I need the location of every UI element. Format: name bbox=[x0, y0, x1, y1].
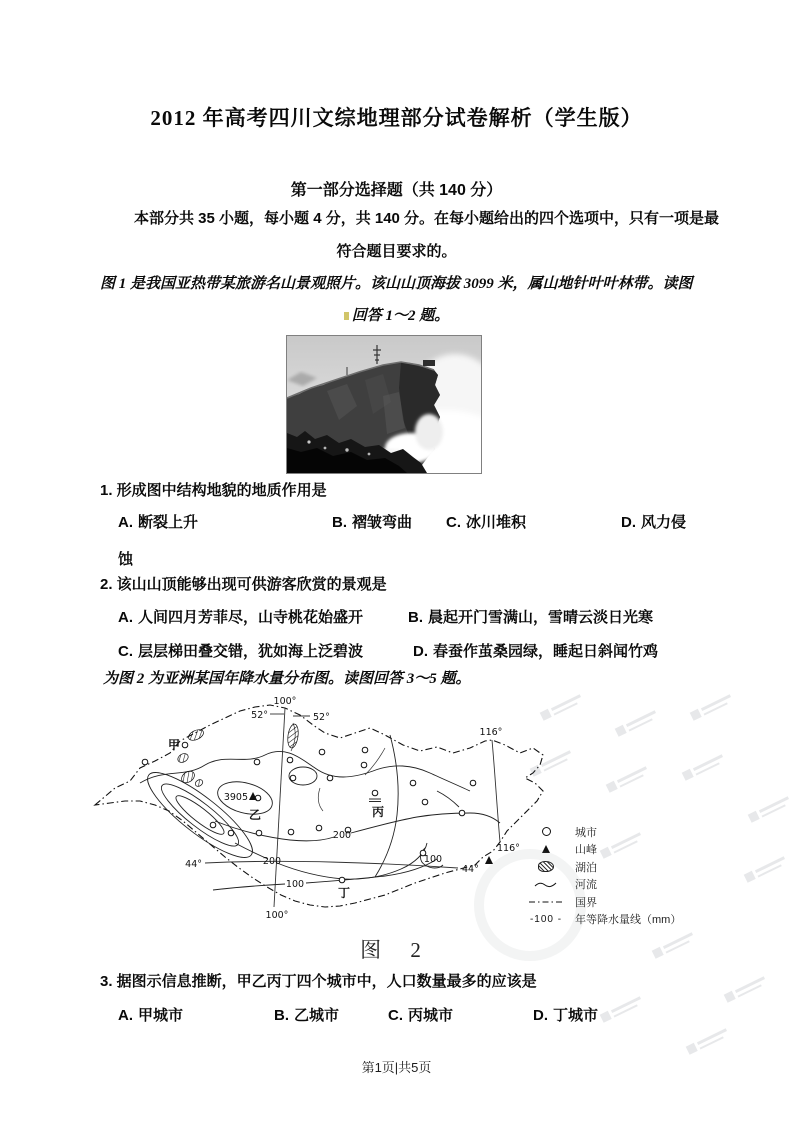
instructions-line2: 符合题目要求的。 bbox=[336, 243, 457, 260]
legend-row-city: 城市 bbox=[525, 823, 710, 841]
q2-option-c: C. 层层梯田叠交错，犹如海上泛碧波 bbox=[118, 643, 364, 660]
city-circle-icon bbox=[542, 827, 551, 836]
map-label-isoline-200-south: 200 bbox=[262, 856, 282, 867]
q1-option-c: C. 冰川堆积 bbox=[446, 514, 527, 531]
figure2-intro: 为图 2 为亚洲某国年降水量分布图。读图回答 3～5 题。 bbox=[103, 671, 471, 687]
watermark bbox=[743, 853, 791, 888]
map-label-city-ding: 丁 bbox=[337, 886, 351, 900]
legend-row-lake: 湖泊 bbox=[525, 858, 710, 876]
watermark bbox=[723, 973, 771, 1008]
map-label-meridian-116-top: 116° bbox=[479, 727, 503, 738]
map-label-meridian-100-top: 100° bbox=[273, 696, 297, 707]
watermark bbox=[747, 793, 793, 828]
page-title: 2012 年高考四川文综地理部分试卷解析（学生版） bbox=[150, 106, 643, 130]
map-label-lat-52-left: 52° bbox=[251, 710, 268, 721]
q2-option-b: B. 晨起开门雪满山，雪晴云淡日光寒 bbox=[408, 609, 654, 626]
q1-option-a: A. 断裂上升 bbox=[118, 514, 199, 531]
figure1-photo bbox=[286, 335, 482, 474]
map-label-meridian-116-mid: 116° bbox=[497, 843, 520, 854]
question-1-stem: 1. 形成图中结构地貌的地质作用是 bbox=[100, 482, 327, 499]
watermark-circle bbox=[474, 849, 586, 961]
mountain-photo-illustration bbox=[287, 336, 481, 473]
map-label-city-jia: 甲 bbox=[168, 738, 181, 752]
question-3-stem: 3. 据图示信息推断，甲乙丙丁四个城市中，人口数量最多的应该是 bbox=[100, 973, 537, 990]
q2-option-d: D. 春蚕作茧桑园绿，睡起日斜闻竹鸡 bbox=[413, 643, 659, 660]
watermark bbox=[685, 1025, 733, 1060]
city-bing-underline bbox=[369, 799, 381, 802]
map-label-lat-44-right: 44° bbox=[462, 864, 479, 875]
question-2-stem: 2. 该山山顶能够出现可供游客欣赏的景观是 bbox=[100, 576, 387, 593]
map-label-city-bing: 丙 bbox=[371, 805, 385, 819]
map-label-city-yi: 乙 bbox=[249, 808, 262, 822]
watermark bbox=[599, 993, 647, 1028]
map-label-isoline-200-mid: 200 bbox=[332, 830, 352, 841]
map-label-peak-elevation: 3905 bbox=[223, 792, 248, 803]
isoline-symbol: -100 - bbox=[529, 913, 563, 925]
q2-option-a: A. 人间四月芳菲尽，山寺桃花始盛开 bbox=[118, 609, 364, 626]
figure1-intro-line1: 图 1 是我国亚热带某旅游名山景观照片。该山山顶海拔 3099 米，属山地针叶叶林带。读图 bbox=[100, 276, 693, 292]
q3-option-a: A. 甲城市 bbox=[118, 1007, 184, 1024]
map-label-lat-44-left: 44° bbox=[185, 859, 202, 870]
q3-option-d: D. 丁城市 bbox=[533, 1007, 599, 1024]
map-label-isoline-100-south: 100 bbox=[285, 879, 305, 890]
q3-option-b: B. 乙城市 bbox=[274, 1007, 340, 1024]
section-heading: 第一部分选择题（共 140 分） bbox=[290, 182, 503, 199]
legend-row-river: 河流 bbox=[525, 876, 710, 894]
figure2-caption: 图 2 bbox=[360, 938, 433, 962]
q1-option-d: D. 风力侵 bbox=[621, 514, 687, 531]
map-label-meridian-100-bottom: 100° bbox=[265, 910, 289, 921]
national-boundary bbox=[95, 705, 543, 907]
instructions-line1: 本部分共 35 小题，每小题 4 分，共 140 分。在每小题给出的四个选项中，只有一项是最 bbox=[134, 210, 720, 227]
highlight-artifact bbox=[344, 312, 349, 320]
legend-row-boundary: 国界 bbox=[525, 893, 710, 911]
map-label-lat-52-right: 52° bbox=[313, 712, 330, 723]
figure1-intro-line2-wrap bbox=[0, 304, 793, 325]
q3-option-c: C. 丙城市 bbox=[388, 1007, 454, 1024]
figure1-intro-line2: 回答 1～2 题。 bbox=[351, 308, 450, 324]
summit-building bbox=[423, 360, 435, 366]
legend-row-isoline: -100 - 年等降水量线（mm） bbox=[529, 913, 682, 927]
q1-option-d-wrapped: 蚀 bbox=[118, 551, 134, 568]
page-footer: 第1页|共5页 bbox=[361, 1060, 432, 1075]
q1-option-b: B. 褶皱弯曲 bbox=[332, 514, 413, 531]
legend-row-peak: 山峰 bbox=[525, 841, 710, 859]
map-label-isoline-100-east: 100 bbox=[423, 854, 443, 865]
